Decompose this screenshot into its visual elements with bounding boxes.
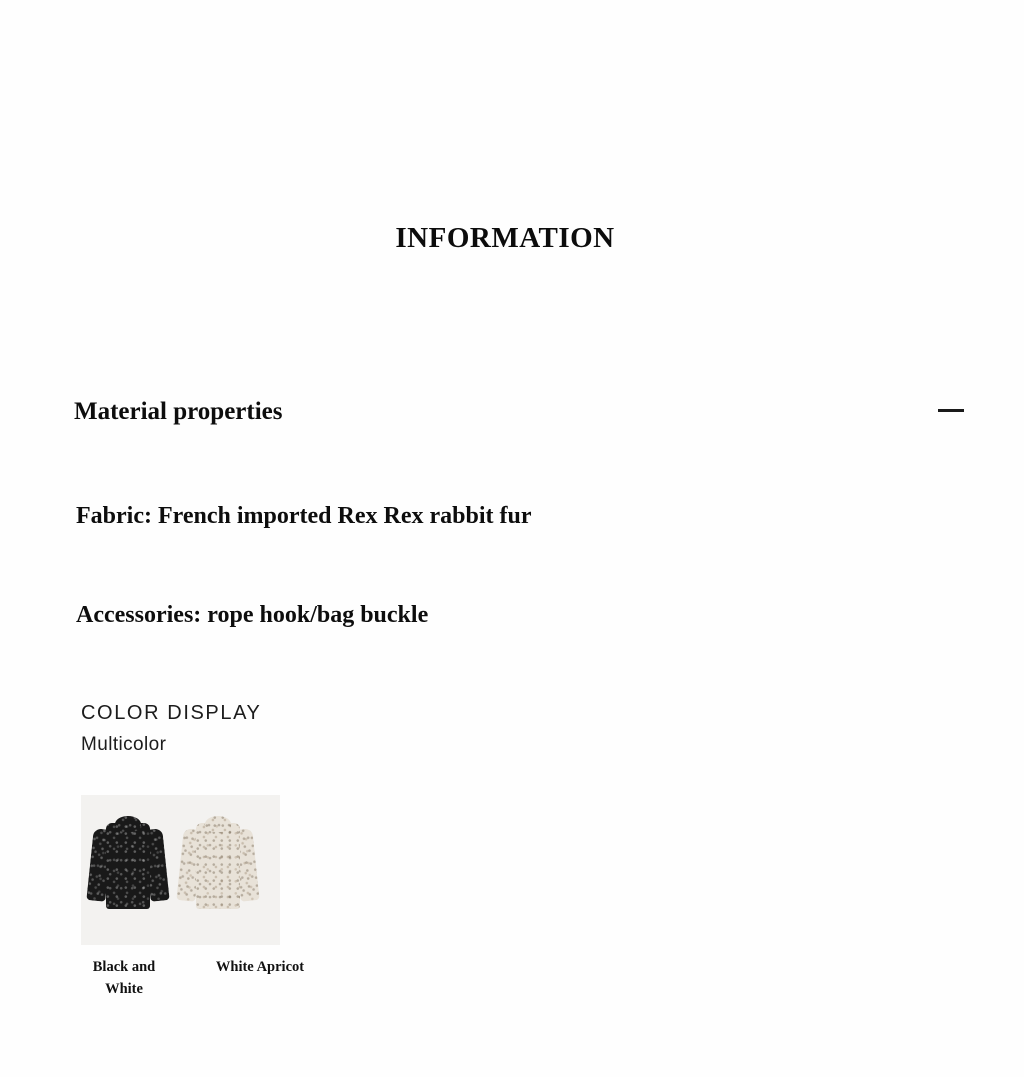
color-swatch-image bbox=[81, 795, 280, 945]
swatch-captions bbox=[81, 956, 411, 1012]
jacket-collar bbox=[205, 816, 231, 832]
jacket-collar bbox=[115, 816, 141, 832]
spec-fabric: Fabric: French imported Rex Rex rabbit fur bbox=[76, 503, 532, 529]
color-display-subtitle: Multicolor bbox=[81, 734, 167, 755]
material-properties-section-header[interactable] bbox=[74, 398, 964, 438]
section-heading: Material properties bbox=[74, 398, 283, 425]
jacket-body bbox=[106, 823, 150, 909]
jacket-body bbox=[196, 823, 240, 909]
minus-icon[interactable] bbox=[938, 409, 964, 412]
swatch-label-white-apricot: White Apricot bbox=[215, 959, 305, 975]
spec-accessories: Accessories: rope hook/bag buckle bbox=[76, 602, 429, 628]
garment-black-and-white bbox=[89, 809, 167, 929]
page-title: INFORMATION bbox=[395, 222, 615, 254]
swatch-label-black-and-white: Black and White bbox=[92, 959, 156, 997]
color-display-title: COLOR DISPLAY bbox=[81, 702, 262, 724]
garment-white-apricot bbox=[179, 809, 257, 929]
color-display-block bbox=[81, 700, 481, 760]
